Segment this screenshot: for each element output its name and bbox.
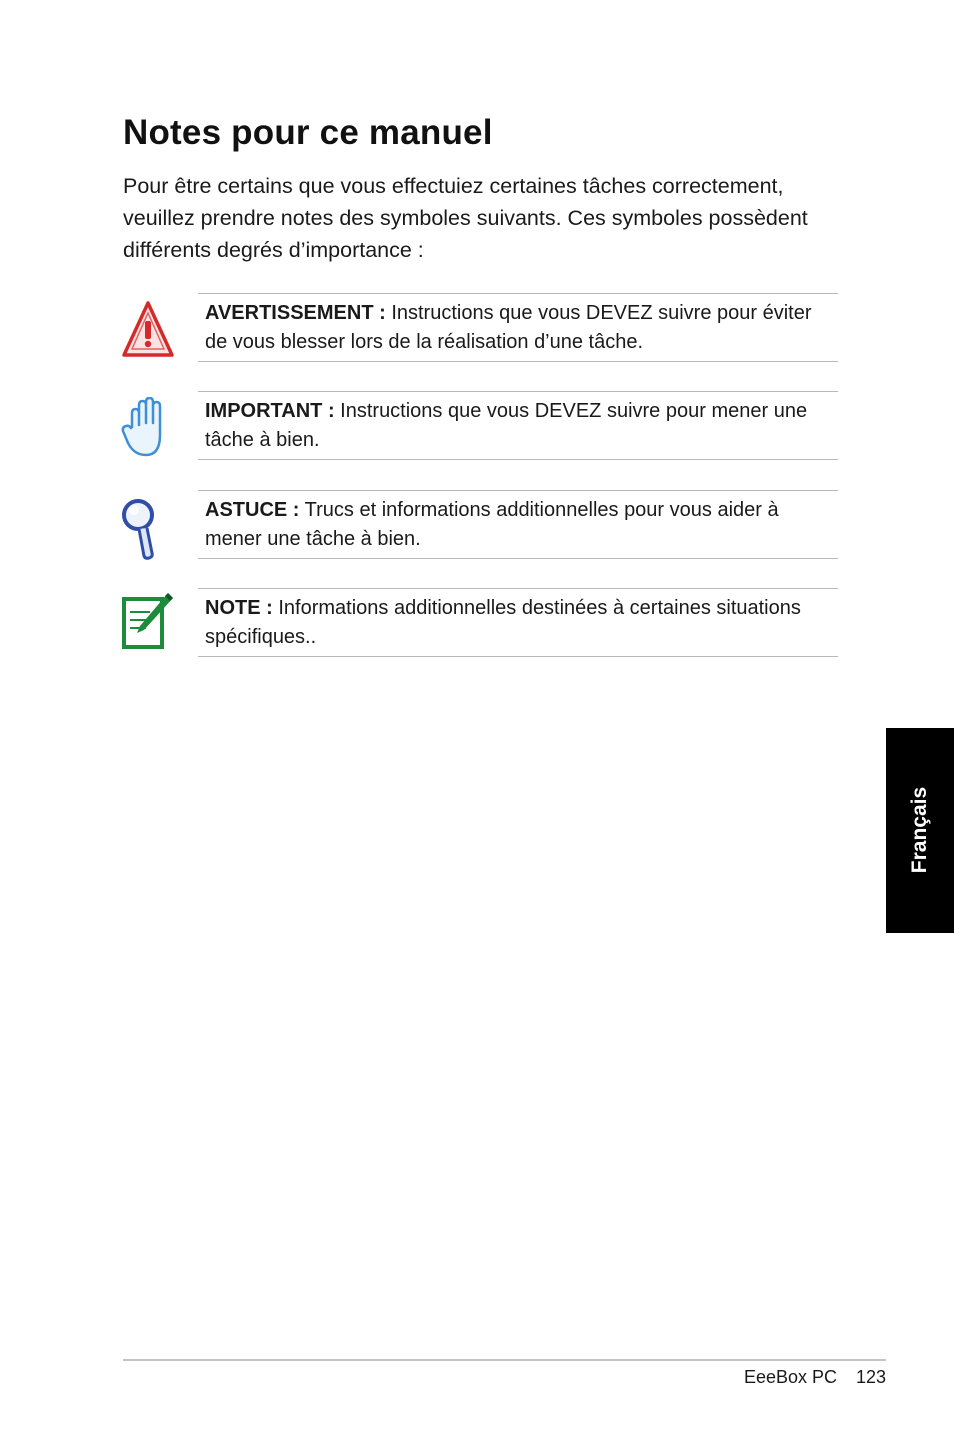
note-label-note: NOTE : [205,597,273,619]
footer-page-number: 123 [855,1367,886,1387]
note-label-important: IMPORTANT : [205,400,335,422]
note-body-tip: Trucs et informations additionnelles pour vous aider à mener une tâche à bien. [205,499,779,550]
note-block-important [198,391,838,460]
warning-triangle-icon [120,299,176,361]
footer-divider [123,1359,886,1361]
note-body-warning: Instructions que vous DEVEZ suivre pour éviter de vous blesser lors de la réalisation d’une tâche. [205,302,812,353]
note-block-note [198,588,838,657]
note-body-note: Informations additionnelles destinées à certaines situations spécifiques.. [205,597,801,648]
language-tab-label: Français [908,786,931,874]
raised-hand-icon [120,397,176,459]
note-text-tip [198,491,838,553]
note-body-important: Instructions que vous DEVEZ suivre pour mener une tâche à bien. [205,400,808,451]
note-block-warning [198,293,838,362]
page-title: Notes pour ce manuel [123,113,493,152]
note-text-important [198,392,838,454]
note-pencil-icon [120,590,176,652]
magnifier-icon [120,496,176,558]
language-tab [886,728,954,933]
note-text-warning [198,294,838,356]
footer-document-name: EeeBox PC [743,1367,837,1387]
intro-paragraph: Pour être certains que vous effectuiez certaines tâches correctement, veuillez prendre notes des symboles suivants. Ces symboles possèdent différents degrés d’importance : [123,174,808,262]
note-label-tip: ASTUCE : [205,499,300,521]
note-label-warning: AVERTISSEMENT : [205,302,386,324]
note-text-note [198,589,838,651]
note-block-tip [198,490,838,559]
